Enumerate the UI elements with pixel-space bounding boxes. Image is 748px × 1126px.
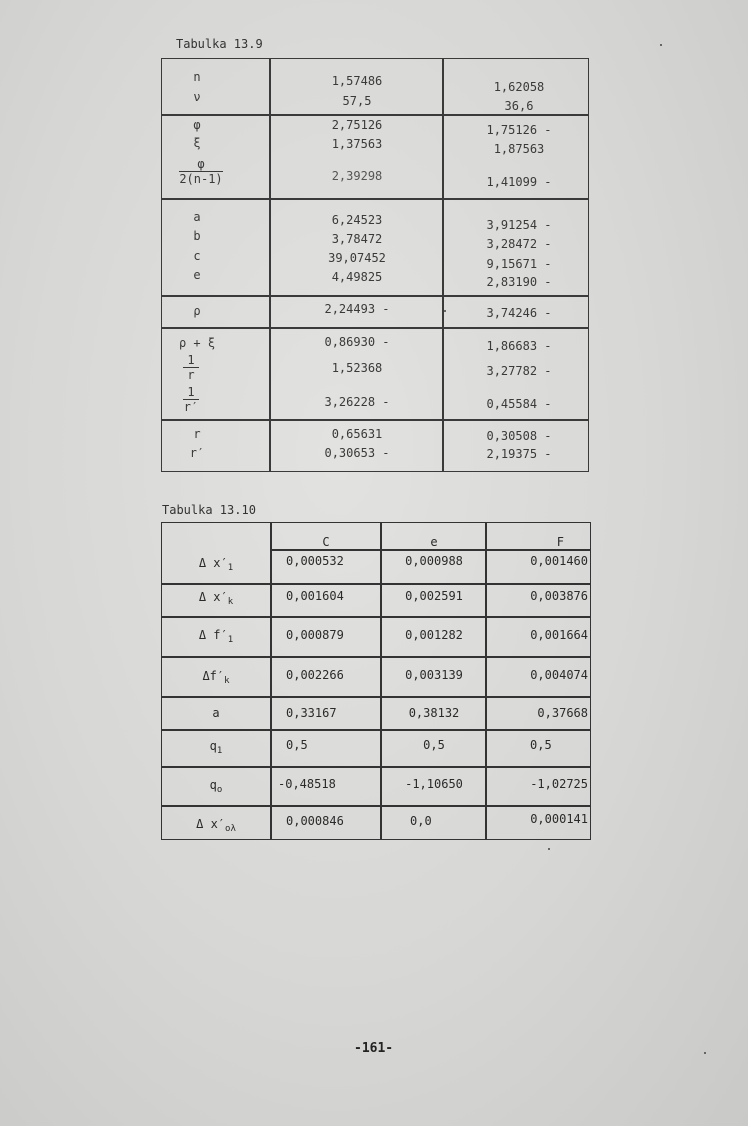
group-divider: [162, 198, 588, 200]
table-cell: 0,000846: [286, 814, 344, 828]
group-divider: [162, 419, 588, 421]
speck: [548, 848, 550, 850]
table-cell: 3,27782 -: [486, 364, 552, 378]
row-label: [162, 628, 270, 645]
table-cell: 3,78472: [331, 232, 383, 246]
row-label-text: Δf′: [202, 669, 225, 683]
speck: [704, 1052, 706, 1054]
row-label: b: [193, 229, 201, 243]
row-label: r′: [189, 446, 205, 460]
table-cell: 0,65631: [331, 427, 383, 441]
column-header-e: e: [430, 535, 438, 549]
table-cell: 0,001604: [286, 589, 344, 603]
table-cell: 0,37668: [537, 706, 588, 720]
row-label-subscript: o: [216, 785, 223, 795]
table-cell: 57,5: [342, 94, 372, 108]
row-label: [162, 739, 270, 756]
row-label-subscript: 1: [227, 635, 234, 645]
table-cell: 0,000879: [286, 628, 344, 642]
row-label: [162, 817, 270, 834]
row-label-text: a: [212, 706, 220, 720]
table-cell: 0,001460: [530, 554, 588, 568]
table-cell: 3,26228 -: [324, 395, 390, 409]
speck: [660, 44, 662, 46]
table-cell: 0,002591: [405, 589, 463, 603]
table-cell: 0,001282: [405, 628, 463, 642]
table-cell: 1,41099 -: [486, 175, 552, 189]
table-cell: 1,62058: [493, 80, 545, 94]
row-label-text: Δ x′: [198, 556, 228, 570]
table-cell: 0,5: [286, 738, 308, 752]
fraction-label: [156, 353, 226, 382]
row-divider: [162, 729, 590, 731]
table-cell: 0,000988: [405, 554, 463, 568]
table-cell: 0,5: [423, 738, 445, 752]
speck: [444, 310, 446, 312]
row-label: a: [193, 210, 201, 224]
table-cell: 1,37563: [331, 137, 383, 151]
table-cell: 0,30508 -: [486, 429, 552, 443]
row-label: φ: [193, 118, 201, 132]
fraction-label: [156, 385, 226, 414]
table-cell: 36,6: [504, 99, 534, 113]
table2-caption: Tabulka 13.10: [162, 503, 256, 517]
table-cell: 2,24493 -: [324, 302, 390, 316]
row-label: [162, 778, 270, 795]
fraction-denominator: 2(n-1): [179, 172, 223, 186]
table-cell: 2,19375 -: [486, 447, 552, 461]
table-cell: 0,45584 -: [486, 397, 552, 411]
table-cell: -1,02725: [530, 777, 588, 791]
table-cell: 2,83190 -: [486, 275, 552, 289]
row-label-subscript: oλ: [225, 824, 236, 834]
table-cell: -0,48518: [278, 777, 336, 791]
row-label-text: Δ x′: [196, 817, 226, 831]
table-13-10: [161, 522, 591, 840]
table-cell: 3,28472 -: [486, 237, 552, 251]
fraction: [183, 353, 198, 382]
table-cell: 1,87563: [493, 142, 545, 156]
table-cell: -1,10650: [405, 777, 463, 791]
row-label: ρ: [193, 304, 201, 318]
row-divider: [162, 656, 590, 658]
row-divider: [162, 805, 590, 807]
row-label: r: [193, 427, 201, 441]
table-cell: 0,001664: [530, 628, 588, 642]
column-divider: [269, 59, 271, 471]
fraction-numerator: φ: [179, 157, 222, 172]
table-cell: 3,74246 -: [486, 306, 552, 320]
row-label: c: [193, 249, 201, 263]
row-label: [162, 556, 270, 573]
row-label-subscript: k: [224, 676, 230, 686]
table-cell: 1,86683 -: [486, 339, 552, 353]
page-number: -161-: [354, 1041, 394, 1056]
table-cell: 0,5: [530, 738, 552, 752]
table-cell: 0,33167: [286, 706, 337, 720]
table-cell: 39,07452: [328, 251, 386, 265]
fraction-denominator: r: [187, 368, 195, 382]
row-label: n: [193, 70, 201, 84]
row-label-text: Δ f′: [198, 628, 228, 642]
table-cell: 0,000532: [286, 554, 344, 568]
fraction-denominator: r′: [183, 400, 199, 414]
table-cell: 4,49825: [331, 270, 383, 284]
fraction-numerator: 1: [183, 353, 198, 368]
table-cell: 3,91254 -: [486, 218, 552, 232]
table-13-9: [161, 58, 589, 472]
row-label: [162, 669, 270, 686]
row-label: ρ + ξ: [178, 336, 216, 350]
table-cell: 6,24523: [331, 213, 383, 227]
fraction-numerator: 1: [183, 385, 198, 400]
row-label-text: q: [209, 739, 217, 753]
fraction: [183, 385, 198, 414]
group-divider: [162, 327, 588, 329]
fraction: [179, 157, 222, 186]
table-cell: 1,57486: [331, 74, 383, 88]
row-label: ν: [193, 90, 201, 104]
column-header-c: C: [322, 535, 330, 549]
table-cell: 2,39298: [331, 169, 383, 183]
row-divider: [162, 583, 590, 585]
table-cell: 0,003139: [405, 668, 463, 682]
row-label-subscript: 1: [227, 563, 234, 573]
row-label: e: [193, 268, 201, 282]
table-cell: 1,75126 -: [486, 123, 552, 137]
row-divider: [162, 766, 590, 768]
table-cell: 0,38132: [408, 706, 460, 720]
header-divider: [270, 549, 590, 551]
table-cell: 9,15671 -: [486, 257, 552, 271]
group-divider: [162, 295, 588, 297]
row-label-text: Δ x′: [198, 590, 228, 604]
table-cell: 0,30653 -: [324, 446, 390, 460]
table1-caption: Tabulka 13.9: [176, 37, 263, 51]
column-header-f: F: [556, 535, 564, 549]
row-label-subscript: 1: [216, 746, 223, 756]
row-divider: [162, 616, 590, 618]
row-label-subscript: k: [227, 597, 234, 607]
table-cell: 2,75126: [331, 118, 383, 132]
row-label: ξ: [193, 136, 201, 150]
table-cell: 0,86930 -: [324, 335, 390, 349]
row-divider: [162, 696, 590, 698]
table-cell: 0,0: [410, 814, 432, 828]
table-cell: 1,52368: [331, 361, 383, 375]
row-label: [162, 706, 270, 723]
table-cell: 0,003876: [530, 589, 588, 603]
table-cell: 0,004074: [530, 668, 588, 682]
fraction-label: [166, 157, 236, 186]
table-cell: 0,002266: [286, 668, 344, 682]
row-label-text: q: [209, 778, 217, 792]
row-label: [162, 590, 270, 607]
table-cell: 0,000141: [530, 812, 588, 826]
